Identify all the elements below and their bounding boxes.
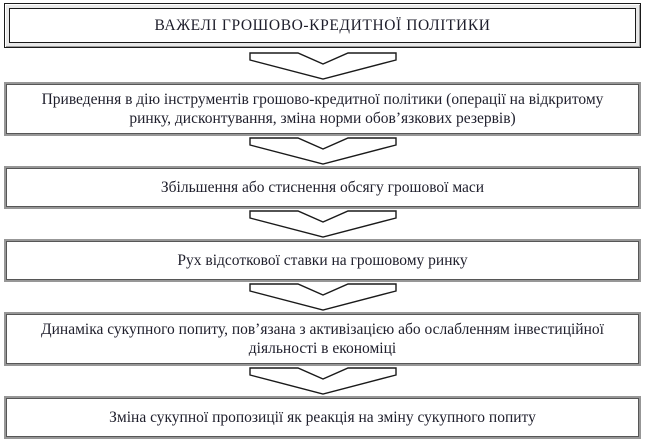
flow-box-text: Збільшення або стиснення обсягу грошової маси: [160, 179, 485, 196]
flow-box-instruments: [6, 84, 639, 134]
chevron-down-icon: [0, 364, 645, 398]
chevron-down-icon: [0, 134, 645, 168]
title-box: [4, 3, 641, 48]
title-box-inner-frame: [9, 8, 636, 43]
chevron-down-icon: [0, 48, 645, 84]
flow-box-aggregate-supply: [6, 398, 639, 437]
flow-box-text: Динаміка сукупного попиту, пов’язана з активізацією або ослабленням інвестиційної діяльності в економіці: [41, 321, 604, 357]
diagram-title: ВАЖЕЛІ ГРОШОВО-КРЕДИТНОЇ ПОЛІТИКИ: [154, 17, 491, 34]
flow-box-text: Приведення в дію інструментів грошово-кредитної політики (операції на відкритому ринку, дисконтування, зміна норми обов’язкових резервів): [41, 91, 604, 127]
flow-box-text: Рух відсоткової ставки на грошовому ринку: [177, 252, 468, 269]
chevron-down-icon: [0, 207, 645, 241]
chevron-down-icon: [0, 280, 645, 314]
flow-box-aggregate-demand: [6, 314, 639, 364]
flow-box-money-supply: [6, 168, 639, 207]
flow-box-text: Зміна сукупної пропозиції як реакція на зміну сукупного попиту: [109, 409, 536, 426]
flow-box-interest-rate: [6, 241, 639, 280]
